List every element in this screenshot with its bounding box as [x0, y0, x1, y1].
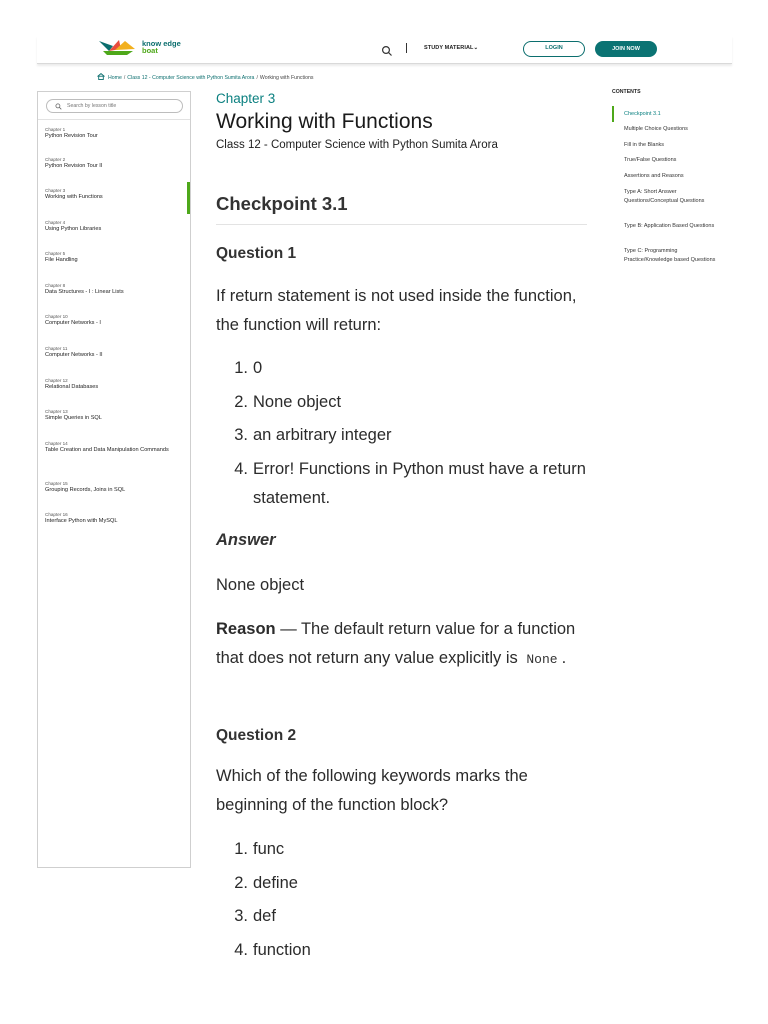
option-item: 2. define [216, 869, 588, 902]
sidebar-chapter-number: Chapter 16 [45, 512, 68, 517]
sidebar-chapter-number: Chapter 5 [45, 251, 66, 256]
sidebar-item-chapter-10[interactable] [45, 314, 190, 328]
reason-text [216, 615, 588, 674]
top-header [37, 36, 732, 64]
sidebar-chapter-name: Python Revision Tour II [45, 163, 103, 169]
sidebar-chapter-number: Chapter 11 [45, 346, 68, 351]
toc-item-checkpoint[interactable]: Checkpoint 3.1 [624, 111, 661, 117]
sidebar-chapter-name: Simple Queries in SQL [45, 415, 102, 421]
sidebar-chapter-name: Working with Functions [45, 194, 103, 200]
search-icon [55, 97, 62, 115]
lesson-search-input[interactable] [67, 103, 177, 109]
question-1-heading: Question 1 [216, 245, 297, 262]
sidebar-chapter-number: Chapter 15 [45, 481, 68, 486]
contents-heading: CONTENTS [612, 89, 641, 95]
toc-item-true-false[interactable]: True/False Questions [624, 157, 677, 163]
question-2-heading: Question 2 [216, 727, 297, 744]
option-item: 3. def [216, 902, 588, 936]
section-title: Checkpoint 3.1 [216, 193, 348, 214]
sidebar-item-chapter-3[interactable] [45, 188, 190, 202]
chevron-down-icon: ⌄ [473, 45, 479, 51]
sidebar-chapter-number: Chapter 13 [45, 409, 68, 414]
sidebar-divider [38, 119, 190, 120]
question-2-text: Which of the following keywords marks the beginning of the function block? [216, 767, 528, 814]
option-text: func [253, 840, 285, 858]
sidebar-chapter-name: Data Structures - I : Linear Lists [45, 289, 124, 295]
sidebar-chapter-number: Chapter 2 [45, 157, 66, 162]
sidebar-chapter-name: Computer Networks - II [45, 352, 103, 358]
option-item: 1. func [216, 835, 588, 869]
sidebar-search[interactable] [46, 99, 183, 113]
toc-item-mcq[interactable]: Multiple Choice Questions [624, 126, 688, 132]
active-toc-indicator [612, 106, 614, 122]
breadcrumb-book[interactable]: Class 12 - Computer Science with Python Sumita Arora [127, 74, 255, 81]
option-text: an arbitrary integer [253, 426, 392, 444]
breadcrumb-current: Working with Functions [259, 74, 314, 81]
study-material-menu[interactable] [424, 45, 478, 51]
logo-line-1: know edge [142, 39, 181, 48]
breadcrumb [97, 73, 313, 82]
sidebar-chapter-name: Grouping Records, Joins in SQL [45, 487, 126, 493]
toc-item-type-a[interactable]: Type A: Short Answer Questions/Conceptual Questions [624, 189, 705, 204]
logo-text [142, 40, 181, 54]
toc-item-type-c[interactable]: Type C: Programming Practice/Knowledge based Questions [624, 248, 716, 263]
option-text: Error! Functions in Python must have a return statement. [253, 460, 586, 507]
sidebar-chapter-number: Chapter 1 [45, 127, 66, 132]
sidebar-item-chapter-13[interactable] [45, 409, 190, 423]
option-item: 4. Error! Functions in Python must have a return statement. [216, 455, 588, 513]
option-item: 1. 0 [216, 354, 588, 388]
breadcrumb-home[interactable]: Home [108, 74, 122, 81]
chapter-sidebar [37, 91, 191, 868]
join-now-button[interactable]: JOIN NOW [595, 41, 657, 57]
sidebar-item-chapter-1[interactable] [45, 127, 190, 141]
section-divider [216, 224, 587, 225]
option-item: 2. None object [216, 388, 588, 421]
answer-text: None object [216, 576, 305, 594]
sidebar-item-chapter-2[interactable] [45, 157, 190, 171]
sidebar-item-chapter-8[interactable] [45, 283, 190, 297]
sidebar-chapter-number: Chapter 12 [45, 378, 68, 383]
toc-item-fill-blanks[interactable]: Fill in the Blanks [624, 142, 665, 148]
sidebar-chapter-name: Interface Python with MySQL [45, 518, 118, 524]
sidebar-item-chapter-15[interactable] [45, 481, 190, 495]
sidebar-item-chapter-14[interactable] [45, 441, 190, 455]
question-1-options [216, 354, 588, 513]
sidebar-item-chapter-16[interactable] [45, 512, 190, 526]
answer-heading: Answer [216, 531, 276, 549]
home-icon[interactable] [97, 73, 105, 82]
site-logo[interactable] [97, 38, 181, 56]
login-button[interactable]: LOGIN [523, 41, 585, 57]
sidebar-item-chapter-4[interactable] [45, 220, 190, 234]
sidebar-chapter-number: Chapter 4 [45, 220, 66, 225]
inline-code: None [526, 652, 558, 667]
sidebar-chapter-number: Chapter 10 [45, 314, 68, 319]
reason-end: . [561, 649, 567, 667]
boat-logo-icon [97, 38, 139, 56]
toc-item-assertions[interactable]: Assertions and Reasons [624, 173, 684, 179]
page-title: Working with Functions [216, 110, 433, 133]
sidebar-item-chapter-5[interactable] [45, 251, 190, 265]
sidebar-chapter-number: Chapter 8 [45, 283, 66, 288]
option-item: 3. an arbitrary integer [216, 421, 588, 455]
option-text: None object [253, 393, 342, 411]
reason-label: Reason [216, 620, 276, 638]
option-text: function [253, 941, 311, 959]
sidebar-chapter-number: Chapter 3 [45, 188, 66, 193]
sidebar-chapter-name: Table Creation and Data Manipulation Commands [45, 447, 169, 453]
breadcrumb-separator: / [256, 74, 258, 81]
header-separator [406, 43, 407, 53]
sidebar-chapter-name: Using Python Libraries [45, 226, 102, 232]
sidebar-chapter-number: Chapter 14 [45, 441, 68, 446]
main-header [216, 90, 588, 153]
study-material-label: STUDY MATERIAL [424, 45, 474, 51]
reason-body: — The default return value for a function that does not return any value explicitly is [216, 620, 576, 667]
sidebar-item-chapter-11[interactable] [45, 346, 190, 360]
option-text: def [253, 907, 276, 925]
option-text: define [253, 874, 298, 892]
logo-line-2: boat [142, 46, 158, 55]
sidebar-chapter-name: Python Revision Tour [45, 133, 98, 139]
toc-item-type-b[interactable]: Type B: Application Based Questions [624, 223, 715, 229]
question-1-text: If return statement is not used inside the function, the function will return: [216, 287, 577, 334]
breadcrumb-separator: / [123, 74, 126, 81]
sidebar-chapter-name: File Handling [45, 257, 78, 263]
question-2-options [216, 835, 588, 965]
chapter-label: Chapter 3 [216, 91, 276, 106]
search-icon[interactable] [381, 44, 393, 56]
page-subtitle: Class 12 - Computer Science with Python Sumita Arora [216, 139, 498, 151]
option-text: 0 [253, 359, 263, 377]
option-item: 4. function [216, 936, 588, 965]
sidebar-item-chapter-12[interactable] [45, 378, 190, 392]
sidebar-chapter-name: Relational Databases [45, 384, 99, 390]
sidebar-chapter-name: Computer Networks - I [45, 320, 101, 326]
